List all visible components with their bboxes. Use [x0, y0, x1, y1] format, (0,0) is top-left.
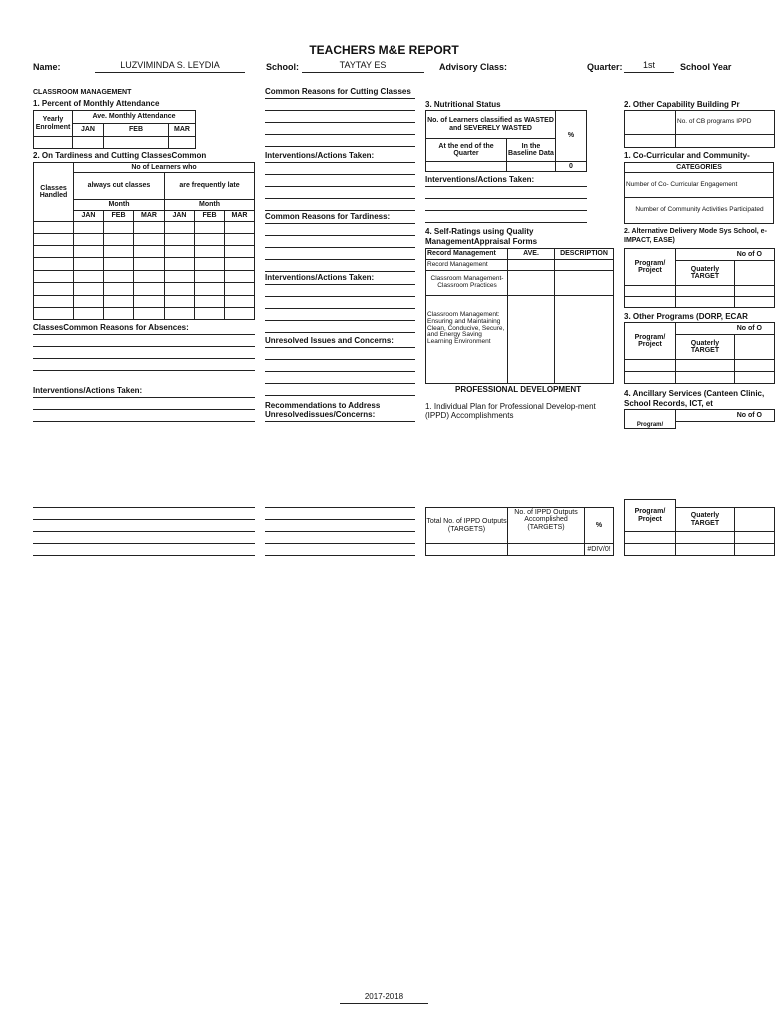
- adm-no-of-header: No of O: [675, 248, 775, 261]
- quarter-label: Quarter:: [587, 62, 623, 72]
- community-activities-row: Number of Community Activities Participated: [624, 197, 774, 224]
- capability-building-table: [624, 110, 768, 148]
- name-value: LUZVIMINDA S. LEYDIA: [120, 60, 220, 70]
- nutritional-status-title: 3. Nutritional Status: [425, 100, 501, 109]
- unresolved-issues-label: Unresolved Issues and Concerns:: [265, 336, 394, 345]
- alternative-delivery-title: 2. Alternative Delivery Mode Sys School, e-IMPACT, EASE): [624, 228, 767, 245]
- attendance-section-title: 1. Percent of Monthly Attendance: [33, 99, 160, 108]
- other-capability-building-title: 2. Other Capability Building Pr: [624, 100, 740, 109]
- nutrition-percent-value: 0: [555, 161, 587, 172]
- classroom-environment-row: Classroom Management: Ensuring and Maintaining Clean, Conducive, Secure, and Energy Saving Learning Environment: [425, 295, 508, 384]
- quarter-value: 1st: [642, 60, 655, 70]
- col2-interventions-label-1: Interventions/Actions Taken:: [265, 151, 375, 160]
- cutting-classes-reasons-label: Common Reasons for Cutting Classes: [265, 87, 411, 96]
- ancillary-program-header: Program/ Project: [624, 499, 676, 532]
- ippd-percent-header: %: [584, 507, 614, 544]
- record-management-header: Record Management: [425, 248, 508, 260]
- ippd-accomplishments-title: 1. Individual Plan for Professional Develop-ment (IPPD) Accomplishments: [425, 402, 596, 421]
- ancillary-services-title: 4. Ancillary Services (Canteen Clinic, School Records, ICT, et: [624, 389, 765, 408]
- frequently-late-header: are frequently late: [164, 172, 255, 200]
- cut-feb: FEB: [103, 210, 134, 222]
- always-cut-classes-header: always cut classes: [73, 172, 165, 200]
- cut-jan: JAN: [73, 210, 104, 222]
- recommendations-label: Recommendations to Address Unresolvedissues/Concerns:: [265, 401, 381, 420]
- description-header: DESCRIPTION: [554, 248, 614, 260]
- name-label: Name:: [33, 62, 61, 72]
- yearly-enrolment-header: Yearly Enrolment: [33, 110, 73, 137]
- col3-interventions-label: Interventions/Actions Taken:: [425, 175, 535, 184]
- school-value: TAYTAY ES: [339, 60, 387, 70]
- cb-programs-header: No. of CB programs IPPD: [675, 110, 775, 135]
- tardiness-reasons-label: Common Reasons for Tardiness:: [265, 212, 391, 221]
- cut-mar: MAR: [133, 210, 165, 222]
- total-ippd-header: Total No. of IPPD Outputs (TARGETS): [425, 507, 508, 544]
- co-curricular-count-row: Number of Co- Curricular Engagement: [624, 172, 774, 198]
- nutrition-percent-header: %: [555, 110, 587, 162]
- month-header-late: Month: [164, 199, 255, 211]
- op-program-header: Program/ Project: [624, 322, 676, 360]
- attendance-table: [33, 110, 196, 149]
- tardiness-section-title: 2. On Tardiness and Cutting ClassesCommon: [33, 151, 207, 160]
- classroom-practices-row: Classroom Management- Classroom Practices: [425, 270, 508, 296]
- co-curricular-title: 1. Co-Curricular and Community-: [624, 151, 750, 160]
- school-year-label: School Year: [680, 62, 732, 72]
- other-programs-title: 3. Other Programs (DORP, ECAR: [624, 312, 748, 321]
- page-title: TEACHERS M&E REPORT: [309, 43, 459, 57]
- tardiness-table: [33, 162, 255, 320]
- ippd-percent-value: #DIV/0!: [584, 543, 614, 556]
- col1-interventions-label: Interventions/Actions Taken:: [33, 386, 143, 395]
- professional-development-heading: PROFESSIONAL DEVELOPMENT: [455, 385, 582, 394]
- op-no-of-header: No of O: [675, 322, 775, 335]
- ancillary-program-header-cut: Program/: [624, 409, 676, 429]
- month-header-cut: Month: [73, 199, 165, 211]
- late-jan: JAN: [164, 210, 195, 222]
- ancillary-target-header: Quaterly TARGET: [675, 507, 735, 532]
- self-ratings-title: 4. Self-Ratings using Quality ManagementAppraisal Forms: [425, 227, 538, 246]
- school-label: School:: [266, 62, 299, 72]
- advisory-class-label: Advisory Class:: [439, 62, 508, 72]
- month-feb: FEB: [103, 123, 169, 137]
- wasted-learners-header: No. of Learners classified as WASTED and SEVERELY WASTED: [425, 110, 556, 139]
- adm-target-header: Quaterly TARGET: [675, 260, 735, 286]
- categories-header: CATEGORIES: [624, 162, 774, 173]
- alternative-delivery-table: [624, 248, 768, 308]
- end-of-quarter-header: At the end of the Quarter: [425, 138, 507, 162]
- footer-school-year: 2017-2018: [364, 992, 404, 1001]
- op-target-header: Quaterly TARGET: [675, 334, 735, 360]
- self-ratings-table: [425, 248, 614, 384]
- col2-interventions-label-2: Interventions/Actions Taken:: [265, 273, 375, 282]
- ancillary-table-bottom: [624, 503, 768, 556]
- ippd-accomplished-header: No. of IPPD Outputs Accomplished (TARGETS): [507, 507, 585, 544]
- other-programs-table: [624, 322, 768, 384]
- record-management-row: Record Management: [425, 259, 508, 271]
- classes-handled-header: Classes Handled: [33, 162, 74, 222]
- absences-reasons-label: ClassesCommon Reasons for Absences:: [33, 323, 189, 332]
- late-mar: MAR: [224, 210, 255, 222]
- ippd-table: [425, 507, 614, 556]
- adm-program-header: Program/ Project: [624, 248, 676, 286]
- ancillary-table-top: [624, 409, 768, 428]
- baseline-data-header: In the Baseline Data: [506, 138, 556, 162]
- ancillary-no-of-header: No of O: [675, 409, 775, 422]
- nutritional-status-table: [425, 110, 587, 172]
- month-mar: MAR: [168, 123, 196, 137]
- ave-monthly-attendance-header: Ave. Monthly Attendance: [72, 110, 196, 124]
- month-jan: JAN: [72, 123, 104, 137]
- classroom-management-heading: CLASSROOM MANAGEMENT: [33, 89, 132, 96]
- no-of-learners-header: No of Learners who: [73, 162, 255, 173]
- ave-header: AVE.: [507, 248, 555, 260]
- late-feb: FEB: [194, 210, 225, 222]
- co-curricular-table: [624, 162, 768, 224]
